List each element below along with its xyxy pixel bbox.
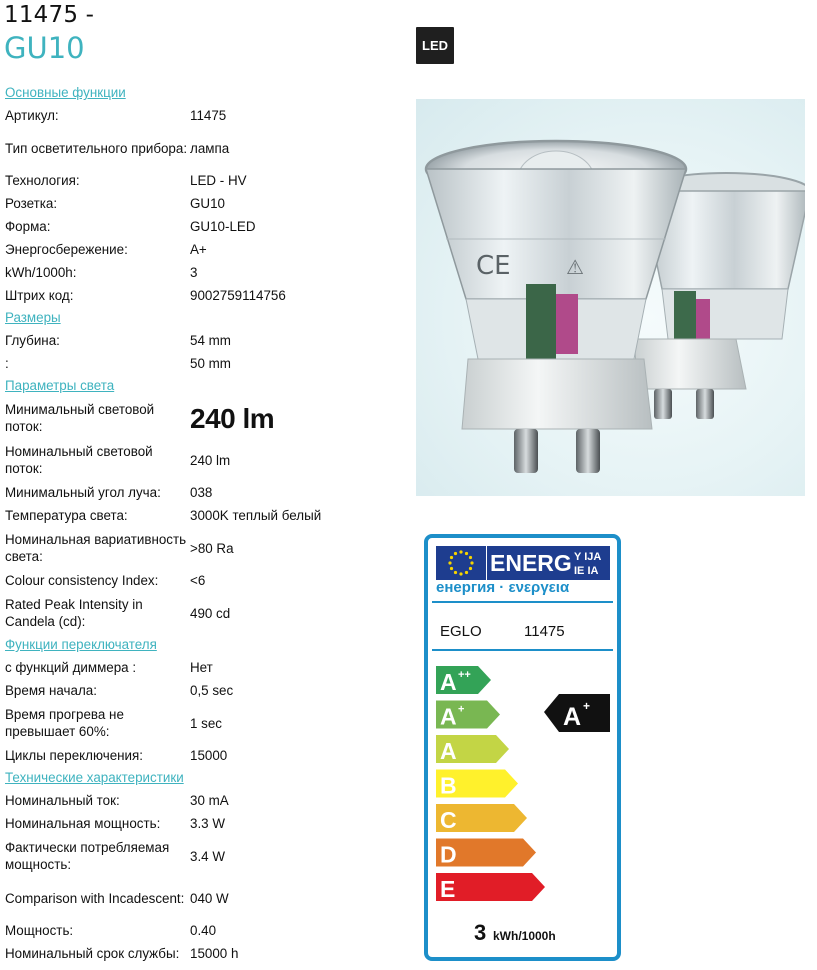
spec-key: Минимальный угол луча:	[5, 485, 161, 500]
spec-value: GU10	[190, 196, 225, 211]
rating-arrow	[544, 694, 610, 732]
spec-row	[5, 215, 410, 238]
spec-row	[5, 481, 410, 504]
spec-value: 54 mm	[190, 333, 231, 348]
spec-row	[5, 238, 410, 261]
eu-star-icon	[459, 550, 462, 553]
spec-key: Форма:	[5, 219, 51, 234]
spec-key: Comparison with Incadescent:	[5, 890, 185, 906]
spec-row	[5, 569, 410, 592]
energy-class-sup: ++	[458, 669, 471, 681]
spec-value: 50 mm	[190, 356, 231, 371]
energy-class-letter: C	[440, 807, 457, 833]
spec-key: Технология:	[5, 173, 80, 188]
spec-key: Циклы переключения:	[5, 748, 143, 763]
eu-star-icon	[450, 556, 453, 559]
spec-value: 0,5 sec	[190, 683, 234, 698]
energy-class-letter: E	[440, 876, 456, 902]
spec-key: с функций диммера :	[5, 660, 137, 675]
front-bulb-icon	[426, 141, 686, 473]
spec-value: 9002759114756	[190, 288, 286, 303]
spec-key: Номинальная мощность:	[5, 816, 161, 831]
spec-row	[5, 192, 410, 215]
spec-row	[5, 942, 410, 965]
eu-star-icon	[469, 567, 472, 570]
spec-key: Штрих код:	[5, 288, 74, 303]
spec-key: Номинальная вариативность света:	[5, 532, 187, 564]
eu-star-icon	[448, 561, 451, 564]
product-code-title: 11475 -	[4, 2, 95, 28]
spec-row	[5, 877, 410, 919]
spec-row	[5, 169, 410, 192]
spec-row	[5, 397, 410, 439]
label-brand: EGLO	[440, 623, 482, 640]
spec-key: Фактически потребляемая мощность:	[5, 840, 170, 872]
spec-key: Время начала:	[5, 683, 97, 698]
section-heading[interactable]: Основные функции	[5, 85, 126, 100]
section-heading[interactable]: Размеры	[5, 310, 61, 325]
eu-star-icon	[459, 572, 462, 575]
spec-row	[5, 789, 410, 812]
energy-header-big: ENERG	[490, 550, 572, 576]
spec-row	[5, 702, 410, 744]
spec-value: 1 sec	[190, 715, 223, 731]
spec-row	[5, 592, 410, 634]
spec-key: Температура света:	[5, 508, 128, 523]
gu10-bulbs-image	[416, 99, 805, 496]
eu-star-icon	[465, 571, 468, 574]
energy-class-letter: A	[440, 669, 457, 695]
spec-row	[5, 504, 410, 527]
spec-row	[5, 527, 410, 569]
spec-row	[5, 812, 410, 835]
spec-key: :	[5, 356, 9, 371]
spec-value: 3.3 W	[190, 816, 225, 831]
spec-row	[5, 656, 410, 679]
spec-row	[5, 919, 410, 942]
svg-text:⚠: ⚠	[566, 255, 584, 279]
spec-row	[5, 744, 410, 767]
spec-value: >80 Ra	[190, 540, 234, 556]
spec-key: Розетка:	[5, 196, 58, 211]
specifications-table	[5, 82, 410, 965]
spec-key: Минимальный световой поток:	[5, 402, 155, 434]
spec-row	[5, 679, 410, 702]
spec-value: A+	[190, 242, 207, 257]
energy-label	[416, 526, 629, 969]
spec-value: 30 mA	[190, 793, 229, 808]
spec-value: Нет	[190, 660, 213, 675]
spec-key: Энергосбережение:	[5, 242, 128, 257]
spec-key: Мощность:	[5, 923, 74, 938]
spec-key: Номинальный срок службы:	[5, 946, 180, 961]
spec-value: 15000 h	[190, 946, 239, 961]
energy-header-small-1: Y IJA	[574, 551, 602, 563]
spec-key: kWh/1000h:	[5, 265, 77, 280]
rating-letter: A	[563, 703, 582, 731]
product-photo	[416, 99, 805, 496]
spec-key: Номинальный световой поток:	[5, 444, 153, 476]
energy-header-small-2: IE IA	[574, 565, 599, 577]
spec-value: 3.4 W	[190, 848, 225, 864]
svg-text:CE: CE	[476, 251, 511, 281]
energy-label-graphic	[416, 526, 629, 969]
spec-row	[5, 284, 410, 307]
eu-star-icon	[469, 556, 472, 559]
spec-value: 240 lm	[190, 452, 231, 468]
spec-value: LED - HV	[190, 173, 247, 188]
eu-star-icon	[454, 552, 457, 555]
eu-star-icon	[470, 561, 473, 564]
product-socket-title: GU10	[4, 31, 85, 65]
energy-class-sup: +	[458, 703, 465, 716]
spec-value: 3	[190, 265, 198, 280]
spec-value: 038	[190, 485, 213, 500]
label-model: 11475	[524, 623, 565, 640]
consumption-value: 3	[474, 920, 487, 945]
eu-star-icon	[454, 571, 457, 574]
spec-value: GU10-LED	[190, 219, 256, 234]
energy-class-letter: A	[440, 738, 457, 764]
consumption-unit: kWh/1000h	[493, 929, 556, 943]
spec-row	[5, 127, 410, 169]
rating-sup: +	[583, 699, 591, 713]
spec-key: Глубина:	[5, 333, 60, 348]
energy-class-letter: A	[440, 703, 457, 730]
spec-value: 490 cd	[190, 605, 231, 621]
section-heading[interactable]: Параметры света	[5, 378, 115, 393]
eu-star-icon	[465, 552, 468, 555]
energy-subtitle: енергия · ενεργεια	[436, 579, 570, 596]
spec-value: лампа	[190, 140, 230, 156]
spec-value: 040 W	[190, 890, 229, 906]
spec-row	[5, 439, 410, 481]
spec-key: Rated Peak Intensity in Candela (cd):	[5, 597, 143, 629]
spec-value: <6	[190, 573, 206, 588]
spec-row	[5, 104, 410, 127]
spec-value: 11475	[190, 108, 227, 123]
spec-row	[5, 352, 410, 375]
spec-key: Тип осветительного прибора:	[5, 140, 188, 156]
spec-key: Артикул:	[5, 108, 59, 123]
spec-row	[5, 835, 410, 877]
energy-class-letter: B	[440, 772, 457, 799]
led-badge: LED	[416, 27, 454, 64]
section-heading[interactable]: Функции переключателя	[5, 637, 157, 652]
section-heading[interactable]: Технические характеристики	[5, 770, 184, 785]
spec-row	[5, 329, 410, 352]
spec-value: 0.40	[190, 923, 217, 938]
spec-key: Номинальный ток:	[5, 793, 120, 808]
energy-class-letter: D	[440, 841, 457, 868]
spec-key: Colour consistency Index:	[5, 573, 159, 588]
spec-key: Время прогрева не превышает 60%:	[5, 707, 124, 739]
eu-star-icon	[450, 567, 453, 570]
spec-value: 240 lm	[190, 402, 275, 434]
spec-value: 3000K теплый белый	[190, 508, 322, 523]
spec-row	[5, 261, 410, 284]
spec-value: 15000	[190, 748, 228, 763]
